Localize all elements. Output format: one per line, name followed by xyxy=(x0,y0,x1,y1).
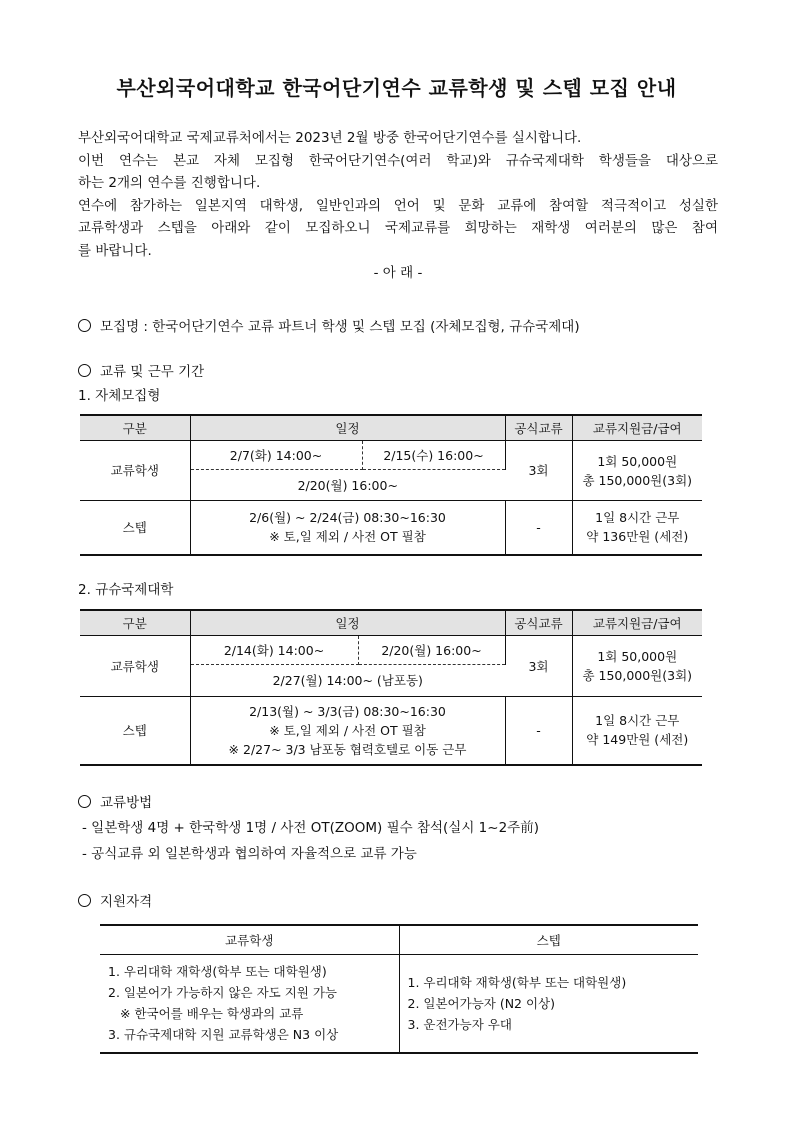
circle-bullet-icon xyxy=(78,319,91,332)
intro-paragraph xyxy=(78,127,718,285)
circle-bullet-icon xyxy=(78,894,91,907)
student-date: 2/15(수) 16:00~ xyxy=(362,441,505,470)
student-date: 2/7(화) 14:00~ xyxy=(190,441,362,470)
intro-line: 연수에 참가하는 일본지역 대학생, 일반인과의 언어 및 문화 교류에 참여할 적극적이고 성실한 xyxy=(78,197,718,214)
staff-schedule xyxy=(190,697,505,765)
staff-pay xyxy=(572,501,702,555)
student-pay xyxy=(572,441,702,501)
staff-label: 스텝 xyxy=(80,501,190,555)
period-heading: 교류 및 근무 기간 xyxy=(100,364,205,380)
header-pay: 교류지원금/급여 xyxy=(572,415,702,441)
eligibility-item: 3. 규슈국제대학 지원 교류학생은 N3 이상 xyxy=(108,1027,339,1043)
staff-pay-line: 1일 8시간 근무 xyxy=(595,510,680,526)
eligibility-heading: 지원자격 xyxy=(100,894,153,910)
header-category: 구분 xyxy=(80,610,190,636)
eligibility-item: 1. 우리대학 재학생(학부 또는 대학원생) xyxy=(407,974,627,990)
header-pay: 교류지원금/급여 xyxy=(572,610,702,636)
intro-line: 이번 연수는 본교 자체 모집형 한국어단기연수(여러 학교)와 규슈국제대학 학생들을 대상으로 xyxy=(78,152,718,169)
recruit-name: 모집명 : 한국어단기연수 교류 파트너 학생 및 스텝 모집 (자체모집형, 규슈국제대) xyxy=(100,319,580,335)
method-item: - 일본학생 4명 + 한국학생 1명 / 사전 OT(ZOOM) 필수 참석(실시 1~2주前) xyxy=(82,820,539,836)
student-label: 교류학생 xyxy=(80,441,190,501)
eligibility-table xyxy=(100,924,698,1054)
intro-line: 교류학생과 스텝을 아래와 같이 모집하오니 국제교류를 희망하는 재학생 여러분의 많은 참여 xyxy=(78,220,718,236)
staff-pay-line: 약 136만원 (세전) xyxy=(586,529,689,545)
student-official-count: 3회 xyxy=(505,636,572,697)
header-official: 공식교류 xyxy=(505,415,572,441)
schedule-table-kyushu xyxy=(80,609,702,766)
eligibility-staff-cell xyxy=(399,955,698,1053)
page-title: 부산외국어대학교 한국어단기연수 교류학생 및 스텝 모집 안내 xyxy=(116,76,677,100)
student-pay xyxy=(572,636,702,697)
eligibility-item: 3. 운전가능자 우대 xyxy=(407,1016,512,1032)
staff-label: 스텝 xyxy=(80,697,190,765)
header-schedule: 일정 xyxy=(190,610,505,636)
student-date: 2/20(월) 16:00~ xyxy=(358,636,505,665)
eligibility-student-header: 교류학생 xyxy=(100,925,399,955)
section1-heading: 1. 자체모집형 xyxy=(78,388,161,404)
recruit-name-line xyxy=(78,317,580,337)
method-item: - 공식교류 외 일본학생과 협의하여 자율적으로 교류 가능 xyxy=(82,846,417,862)
student-pay-line: 1회 50,000원 xyxy=(597,453,678,469)
student-date: 2/27(월) 14:00~ (남포동) xyxy=(272,673,423,688)
intro-line: 부산외국어대학교 국제교류처에서는 2023년 2월 방중 한국어단기연수를 실시합니다. xyxy=(78,130,582,146)
header-official: 공식교류 xyxy=(505,610,572,636)
staff-schedule-line: 2/13(월) ~ 3/3(금) 08:30~16:30 xyxy=(249,703,446,719)
eligibility-item: 2. 일본어가 가능하지 않은 자도 지원 가능 xyxy=(108,985,337,1001)
staff-schedule-line: ※ 2/27~ 3/3 남포동 협력호텔로 이동 근무 xyxy=(228,741,467,757)
schedule-table-self xyxy=(80,414,702,556)
student-pay-line: 총 150,000원(3회) xyxy=(582,472,693,488)
student-pay-line: 총 150,000원(3회) xyxy=(582,668,693,683)
staff-pay-line: 1일 8시간 근무 xyxy=(595,713,680,729)
student-date: 2/20(월) 16:00~ xyxy=(297,477,398,493)
eligibility-note: ※ 한국어를 배우는 학생과의 교류 xyxy=(120,1006,304,1022)
circle-bullet-icon xyxy=(78,364,91,377)
header-schedule: 일정 xyxy=(190,415,505,441)
eligibility-heading-line xyxy=(78,892,152,912)
staff-schedule xyxy=(190,501,505,555)
student-official-count: 3회 xyxy=(505,441,572,501)
intro-line: 하는 2개의 연수를 진행합니다. xyxy=(78,175,261,191)
student-date: 2/14(화) 14:00~ xyxy=(190,636,358,665)
student-label: 교류학생 xyxy=(80,636,190,697)
header-category: 구분 xyxy=(80,415,190,441)
circle-bullet-icon xyxy=(78,795,91,808)
eligibility-item: 2. 일본어가능자 (N2 이상) xyxy=(407,995,556,1011)
eligibility-student-cell xyxy=(100,955,399,1053)
section2-heading: 2. 규슈국제대학 xyxy=(78,582,174,598)
staff-official-count: - xyxy=(505,697,572,765)
student-pay-line: 1회 50,000원 xyxy=(597,649,678,664)
period-heading-line xyxy=(78,362,204,382)
staff-schedule-line: 2/6(월) ~ 2/24(금) 08:30~16:30 xyxy=(249,510,446,526)
method-heading: 교류방법 xyxy=(100,795,153,811)
staff-schedule-line: ※ 토,일 제외 / 사전 OT 필참 xyxy=(269,529,426,545)
staff-pay-line: 약 149만원 (세전) xyxy=(586,732,689,748)
staff-pay xyxy=(572,697,702,765)
intro-line: 를 바랍니다. xyxy=(78,242,152,259)
staff-official-count: - xyxy=(505,501,572,555)
staff-schedule-line: ※ 토,일 제외 / 사전 OT 필참 xyxy=(269,722,426,738)
eligibility-item: 1. 우리대학 재학생(학부 또는 대학원생) xyxy=(108,964,327,980)
below-note: - 아 래 - xyxy=(373,265,423,281)
eligibility-staff-header: 스텝 xyxy=(399,925,698,955)
method-heading-line xyxy=(78,793,152,813)
